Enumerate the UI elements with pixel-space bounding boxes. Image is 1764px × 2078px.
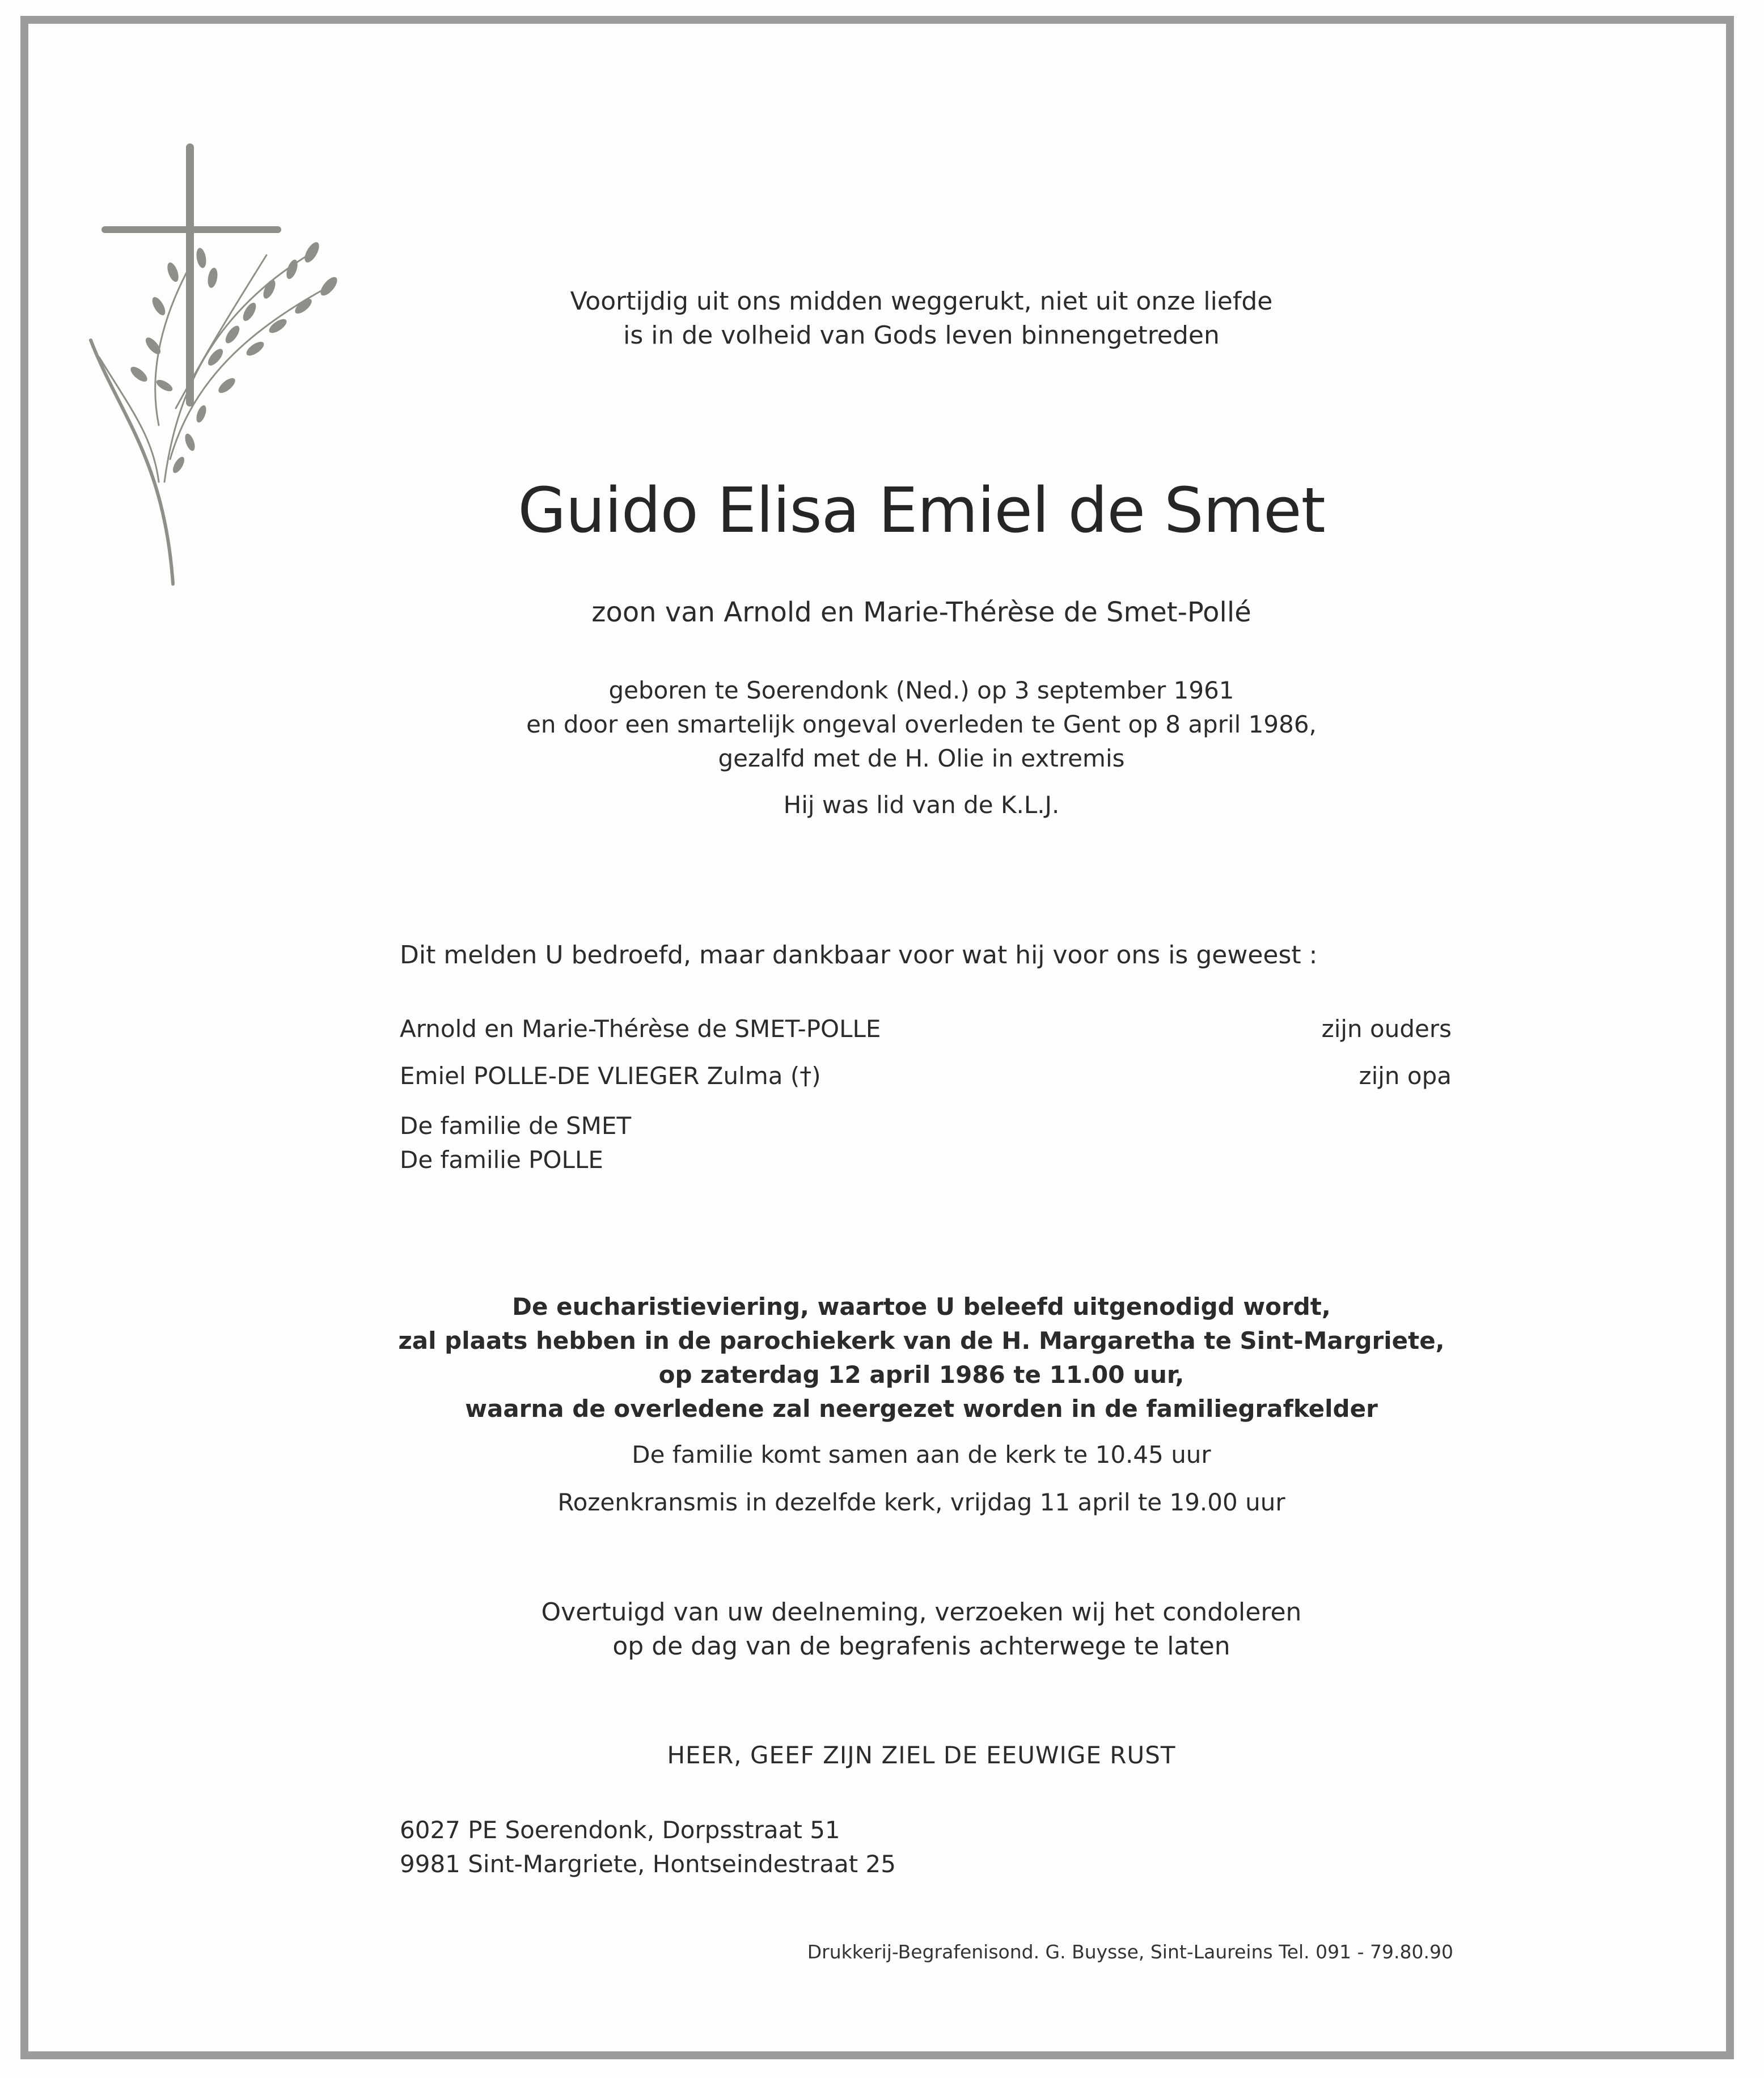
birth-line: geboren te Soerendonk (Ned.) op 3 september 1961 — [608, 676, 1234, 704]
mass-line: zal plaats hebben in de parochiekerk van de H. Margaretha te Sint-Margriete, — [398, 1327, 1445, 1355]
mass-line: op zaterdag 12 april 1986 te 11.00 uur, — [658, 1361, 1185, 1389]
intro-line: Voortijdig uit ons midden weggerukt, niet uit onze liefde — [570, 287, 1273, 316]
mourner-relation: zijn opa — [1359, 1062, 1452, 1090]
mourner-name: Emiel POLLE-DE VLIEGER Zulma (†) — [400, 1062, 821, 1090]
mourner-row — [400, 1012, 1452, 1046]
mourner-name: Arnold en Marie-Thérèse de SMET-POLLE — [400, 1015, 881, 1043]
family-meeting-time: De familie komt samen aan de kerk te 10.45 uur — [632, 1441, 1211, 1468]
death-line: en door een smartelijk ongeval overleden te Gent op 8 april 1986, — [526, 710, 1317, 738]
condolence-request — [284, 1595, 1559, 1664]
membership-line: Hij was lid van de K.L.J. — [783, 791, 1060, 819]
address-line: 9981 Sint-Margriete, Hontseindestraat 25 — [400, 1850, 896, 1878]
printer-credit: Drukkerij-Begrafenisond. G. Buysse, Sint-Laureins Tel. 091 - 79.80.90 — [807, 1941, 1453, 1963]
address-line: 6027 PE Soerendonk, Dorpsstraat 51 — [400, 1816, 840, 1844]
mass-line: waarna de overledene zal neergezet worden in de familiegrafkelder — [465, 1395, 1378, 1423]
announcement-line: Dit melden U bedroefd, maar dankbaar voor wat hij voor ons is geweest : — [400, 941, 1318, 970]
mourner-relation: zijn ouders — [1321, 1015, 1452, 1043]
family-line: De familie POLLE — [400, 1146, 603, 1174]
deceased-name: Guido Elisa Emiel de Smet — [518, 474, 1325, 547]
mourner-row — [400, 1059, 1452, 1093]
son-of-line: zoon van Arnold en Marie-Thérèse de Smet-Pollé — [591, 596, 1251, 628]
condolence-line: op de dag van de begrafenis achterwege te laten — [612, 1632, 1230, 1661]
intro-line: is in de volheid van Gods leven binnengetreden — [623, 321, 1220, 350]
rosary-mass-time: Rozenkransmis in dezelfde kerk, vrijdag 11 april te 19.00 uur — [557, 1488, 1285, 1516]
anointed-line: gezalfd met de H. Olie in extremis — [718, 744, 1125, 772]
birth-death-details — [284, 674, 1559, 776]
funeral-mass-details — [284, 1290, 1559, 1426]
intro-verse — [284, 285, 1559, 353]
family-line: De familie de SMET — [400, 1112, 632, 1140]
condolence-line: Overtuigd van uw deelneming, verzoeken wij het condoleren — [541, 1598, 1302, 1627]
mass-line: De eucharistieviering, waartoe U beleefd uitgenodigd wordt, — [512, 1293, 1331, 1321]
closing-prayer: HEER, GEEF ZIJN ZIEL DE EEUWIGE RUST — [667, 1741, 1176, 1769]
